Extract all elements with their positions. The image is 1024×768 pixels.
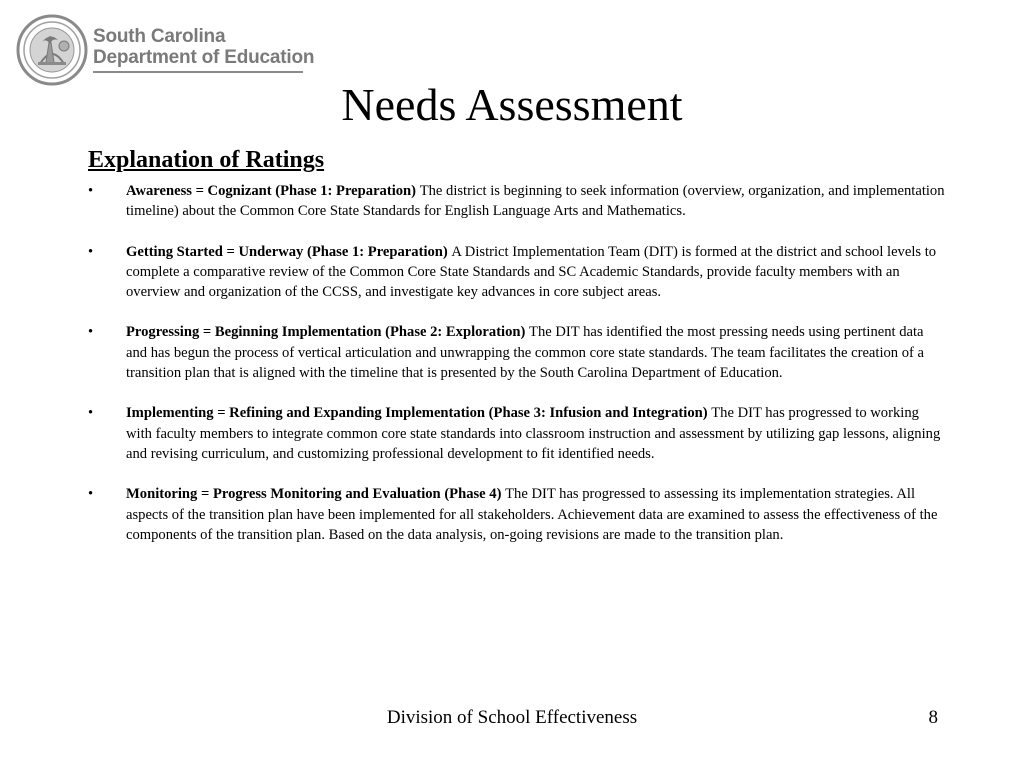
logo-divider xyxy=(93,71,303,73)
bullet-icon: • xyxy=(88,183,94,199)
rating-term: Monitoring = Progress Monitoring and Evaluation (Phase 4) xyxy=(126,486,506,503)
rating-item-awareness xyxy=(88,181,948,222)
rating-description: The district is beginning to seek information (overview, organization, and implementation timeline) about the Common Core State Standards for English Language Arts and Mathematics. xyxy=(126,183,945,220)
slide-title: Needs Assessment xyxy=(341,79,683,130)
rating-term: Awareness = Cognizant (Phase 1: Preparation) xyxy=(126,183,420,199)
rating-item-getting-started xyxy=(88,242,948,303)
rating-term: Getting Started = Underway (Phase 1: Preparation) xyxy=(126,243,452,260)
rating-term: Progressing = Beginning Implementation (Phase 2: Exploration) xyxy=(126,324,530,341)
rating-description: The DIT has progressed to working with faculty members to integrate common core state standards into classroom instruction and assessment by utilizing gap lessons, aligning and revising curriculum, and customizing professional development to fit identified needs. xyxy=(126,405,941,462)
page-number: 8 xyxy=(928,707,938,728)
logo-text xyxy=(93,26,314,68)
bullet-icon: • xyxy=(88,243,94,260)
rating-item-implementing xyxy=(88,403,948,464)
section-heading: Explanation of Ratings xyxy=(88,147,325,173)
footer-division-name: Division of School Effectiveness xyxy=(386,707,638,728)
logo-line-state: South Carolina xyxy=(93,26,226,47)
logo-line-department: Department of Education xyxy=(93,47,315,68)
bullet-icon: • xyxy=(88,324,94,341)
bullet-icon: • xyxy=(88,405,94,422)
bullet-icon: • xyxy=(88,486,94,503)
rating-item-progressing xyxy=(88,322,948,383)
rating-description: A District Implementation Team (DIT) is formed at the district and school levels to complete a comparative review of the Common Core State Standards and SC Academic Standards, provide faculty members with an overview and organization of the CCSS, and investigate key advances in core subject areas. xyxy=(126,243,937,301)
ratings-list xyxy=(88,181,948,565)
rating-item-monitoring xyxy=(88,484,948,545)
rating-term: Implementing = Refining and Expanding Implementation (Phase 3: Infusion and Integration) xyxy=(126,405,712,422)
rating-description: The DIT has identified the most pressing needs using pertinent data and has begun the process of vertical articulation and unwrapping the common core state standards. The team facilitates the creation of a transition plan that is aligned with the timeline that is presented by the South Carolina Department of Education. xyxy=(126,324,925,382)
rating-description: The DIT has progressed to assessing its implementation strategies. All aspects of the transition plan have been implemented for all stakeholders. Achievement data are examined to assess the effectiveness of the components of the transition plan. Based on the data analysis, on-going revisions are made to the transition plan. xyxy=(126,486,938,543)
